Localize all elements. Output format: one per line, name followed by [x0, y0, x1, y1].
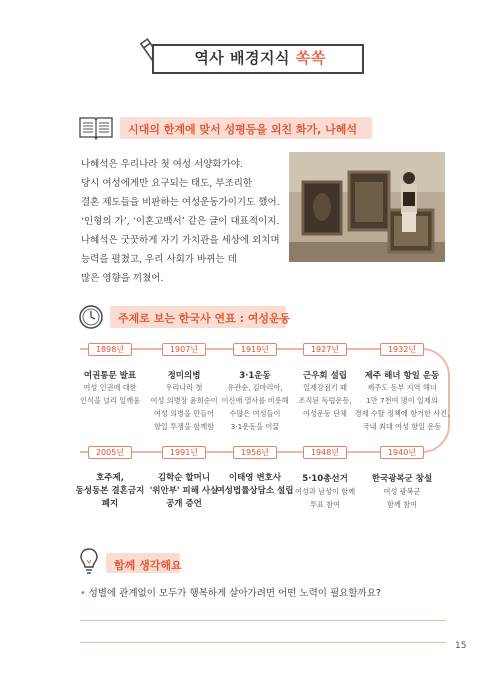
lightbulb-icon: [78, 546, 100, 576]
event-title: 한국광복군 창설: [371, 474, 433, 484]
paragraph-line: 많은 영향을 끼쳤어.: [81, 273, 164, 284]
timeline-year: 2005년: [88, 446, 132, 459]
event-title: 여권통문 발표: [83, 371, 137, 381]
event-desc: 여성 광복군 함께 참여: [383, 487, 421, 509]
question-text: 성별에 관계없이 모두가 행복하게 살아가려면 어떤 노력이 필요할까요?: [88, 588, 381, 599]
bullet-icon: •: [80, 588, 86, 599]
paragraph-line: 나혜석은 우리나라 첫 여성 서양화가야.: [81, 159, 243, 170]
event-title: 김학순 할머니 '위안부' 피해 사실 공개 증언: [149, 473, 219, 509]
body-paragraph: [81, 155, 281, 288]
section-title: 시대의 한계에 맞서 성평등을 외친 화가, 나혜석: [128, 123, 358, 136]
paragraph-line: 나혜석은 굿꿋하게 자기 가치관을 세상에 외치며: [81, 235, 280, 246]
event-desc: 유관순, 김마리아, 이신애 열사를 비롯해 수많은 여성들이 3·1운동을 이끎: [221, 383, 289, 431]
paragraph-line: 능력을 펼쳤고, 우리 사회가 바뀌는 데: [81, 254, 237, 265]
page-title: 역사 배경지식 쏙쏙: [194, 49, 326, 67]
event-desc: 우리나라 첫 여성 의병장 윤희순이 여성 의병을 만들어 항일 투쟁을 함께함: [150, 383, 218, 431]
event-title: 제주 해녀 항일 운동: [364, 371, 440, 381]
timeline-year: 1948년: [303, 446, 347, 459]
timeline-year: 1898년: [88, 343, 132, 356]
paragraph-line: 당시 여성에게만 요구되는 태도, 부조리한: [81, 178, 253, 189]
paragraph-line: ‘인형의 가’, ‘이혼고백서’ 같은 글이 대표적이지.: [81, 216, 280, 227]
timeline-year: 1907년: [162, 343, 206, 356]
timeline-year: 1956년: [233, 446, 277, 459]
timeline-year: 1932년: [380, 343, 424, 356]
event-title: 3·1운동: [239, 371, 271, 381]
timeline-year: 1927년: [303, 343, 347, 356]
event-title: 호주제, 동성동본 결혼금지 폐지: [75, 473, 145, 509]
clock-icon: [78, 304, 104, 330]
open-book-icon: [78, 114, 114, 140]
timeline-year: 1991년: [162, 446, 206, 459]
event-title: 근우회 설립: [302, 371, 347, 381]
event-desc: 일제강점기 때 조직된 독립운동, 여성운동 단체: [298, 383, 352, 418]
historical-photo: [289, 152, 445, 262]
event-desc: 여성 인권에 대한 인식을 널리 일깨움: [79, 383, 141, 405]
event-desc: 제주도 동부 지역 해녀 1만 7천여 명이 일제의 경제 수탈 정책에 항거한 사건, 국내 최대 여성 항일 운동: [354, 383, 450, 431]
answer-line: [80, 642, 446, 643]
event-desc: 여성과 남성이 함께 투표 참여: [294, 487, 356, 509]
answer-line: [80, 620, 446, 621]
page-number: 15: [455, 641, 467, 651]
timeline-year: 1940년: [380, 446, 424, 459]
paragraph-line: 결혼 제도들을 비판하는 여성운동가이기도 했어.: [81, 197, 280, 208]
section-title: 함께 생각해요: [114, 559, 182, 572]
event-title: 정미의병: [167, 371, 201, 381]
event-title: 5·10총선거: [302, 474, 348, 484]
event-title: 이태영 변호사 여성법률상담소 설립: [216, 473, 294, 496]
header-banner: [100, 38, 400, 72]
discussion-question: [80, 585, 381, 599]
section-title: 주제로 보는 한국사 연표 : 여성운동: [118, 312, 291, 325]
timeline-year: 1919년: [233, 343, 277, 356]
